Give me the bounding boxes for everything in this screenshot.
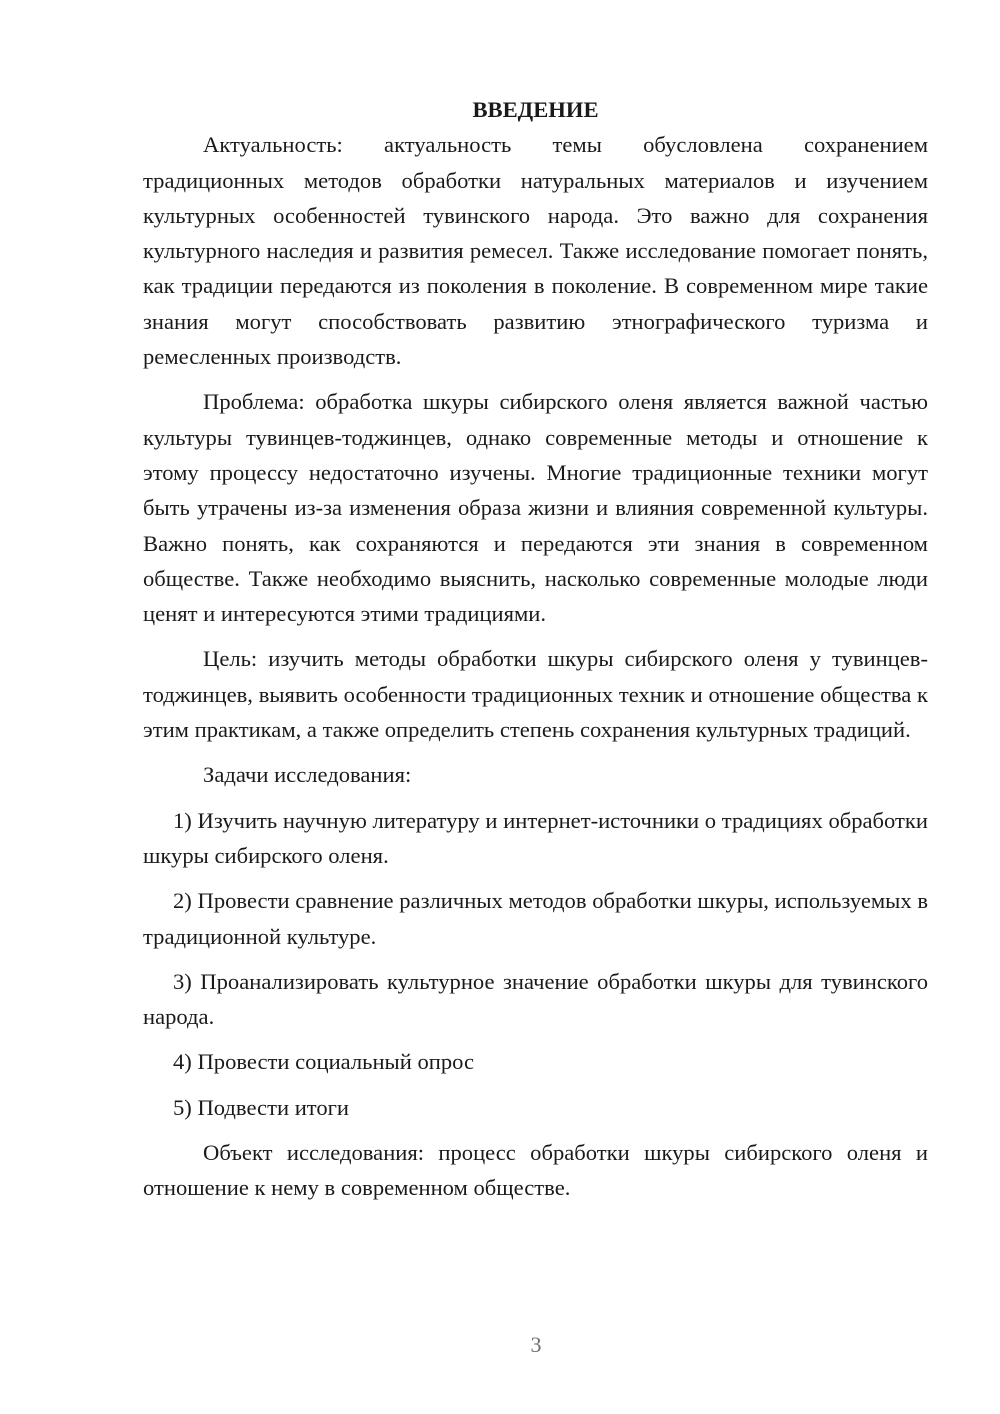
task-item-1: 1) Изучить научную литературу и интернет-источники о традициях обработки шкуры сибирского оленя. bbox=[143, 807, 928, 868]
goal-paragraph: Цель: изучить методы обработки шкуры сибирского оленя у тувинцев-тоджинцев, выявить особенности традиционных техник и отношение общества к этим практикам, а также определить степень сохранения культурных традиций. bbox=[143, 646, 928, 743]
task-item-5: 5) Подвести итоги bbox=[173, 1094, 350, 1120]
problem-paragraph: Проблема: обработка шкуры сибирского оленя является важной частью культуры тувинцев-тоджинцев, однако современные методы и отношение к этому процессу недостаточно изучены. Многие традиционные техники могут быть утрачены из-за изменения образа жизни и влияния современной культуры. Важно понять, как сохраняются и передаются эти знания в современном обществе. Также необходимо выяснить, насколько современные молодые люди ценят и интересуются этими традициями. bbox=[143, 389, 928, 627]
task-item-2: 2) Провести сравнение различных методов обработки шкуры, используемых в традиционной культуре. bbox=[143, 888, 928, 949]
task-item-3: 3) Проанализировать культурное значение обработки шкуры для тувинского народа. bbox=[143, 968, 928, 1030]
tasks-title: Задачи исследования: bbox=[203, 762, 412, 788]
relevance-paragraph: Актуальность: актуальность темы обусловлена сохранением традиционных методов обработки натуральных материалов и изучением культурных особенностей тувинского народа. Это важно для сохранения культурного наследия и развития ремесел. Также исследование помогает понять, как традиции передаются из поколения в поколение. В современном мире такие знания могут способствовать развитию этнографического туризма и ремесленных производств. bbox=[143, 132, 928, 370]
object-paragraph: Объект исследования: процесс обработки шкуры сибирского оленя и отношение к нему в современном обществе. bbox=[143, 1140, 928, 1201]
page-body bbox=[143, 92, 928, 1206]
section-heading: ВВЕДЕНИЕ bbox=[472, 97, 599, 122]
page-number: 3 bbox=[530, 1332, 542, 1357]
task-item-4: 4) Провести социальный опрос bbox=[173, 1049, 475, 1075]
